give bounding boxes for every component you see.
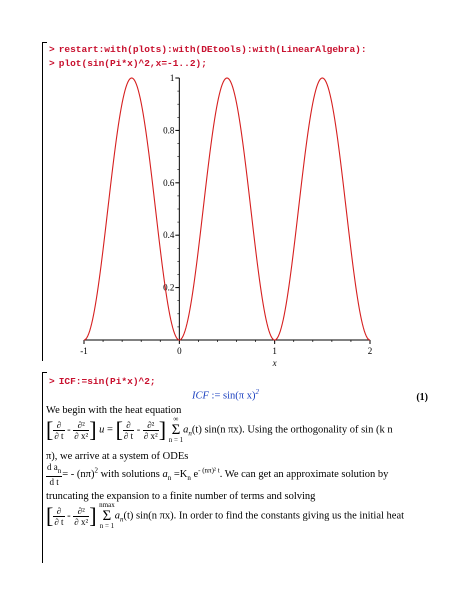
y-tick-label: 0.2 [163,282,175,293]
x-tick-label: 0 [177,346,182,356]
fraction-d-dt: $\frac{\partial}{\partial t}$ [54,419,64,441]
y-tick-label: 0.8 [163,125,175,136]
x-axis-label: x [272,358,277,368]
text-line-1: We begin with the heat equation [46,405,182,416]
fraction-d2-dx2: $\frac{\text{∂²}}{\text{∂ x²}}$ [74,419,89,441]
output-lhs: ICF [192,390,209,402]
output-rhs: sin(π x) [223,390,256,402]
y-tick-label: 0.4 [163,230,175,241]
y-tick-label: 1 [169,73,175,83]
fraction-dan-dt: $\frac{d a_n}{\text{d t}}$ [47,462,62,487]
output-exponent: 2 [255,388,259,396]
text-line-2: [ $\frac{\partial}{\partial t}$ - $\frac{\text{∂²}}{\text{∂ x²}}$ ] u = [ $\frac{\partial}{\partial t}$ - $\frac{\text{∂²}}{\text{∂ x²}}$ ] ∞ Σ $n = 1a_n(t)$ sin(n πx). Using the orthogonality of sin (k n [46,415,393,444]
x-tick-label: 2 [367,346,373,356]
text-line-6: [ $\frac{\partial}{\partial t}$ - $\frac{\text{∂²}}{\text{∂ x²}}$ ] nmax Σ $n = 1a_n(t)$ sin(n πx). In order to find the constants giving us the initial heat [46,501,405,530]
command-text[interactable]: restart:with(plots):with(DEtools):with(LinearAlgebra): [58,44,367,55]
output-expression [192,388,259,402]
command-text[interactable]: ICF:=sin(Pi*x)^2; [58,376,156,387]
prompt-symbol: > [49,58,55,69]
equation-label: (1) [416,392,428,403]
output-assign: := [211,390,221,402]
y-tick-label: 0.6 [163,177,175,188]
series-line [84,78,370,340]
command-text[interactable]: plot(sin(Pi*x)^2,x=-1..2); [58,58,207,69]
text-line-5: truncating the expansion to a finite number of terms and solving [46,491,316,502]
sum-symbol: ∞ Σ n = 1 [168,415,184,444]
x-tick-label: 1 [272,346,277,356]
prompt-symbol: > [49,376,55,387]
x-tick-label: -1 [80,346,88,356]
prompt-symbol: > [49,44,55,55]
command-line-3[interactable] [49,376,156,387]
text-line-4: $\frac{d a_n}{\text{d t}}$ = - $(n\pi)^2$ with solutions $a_n =K_n$ $e^{- (n\pi)^2 t}$. We can get an approximate solution by [47,462,389,487]
text-line-3: π), we arrive at a system of ODEs [46,451,189,462]
sum-symbol: nmax Σ n = 1 [99,501,115,530]
